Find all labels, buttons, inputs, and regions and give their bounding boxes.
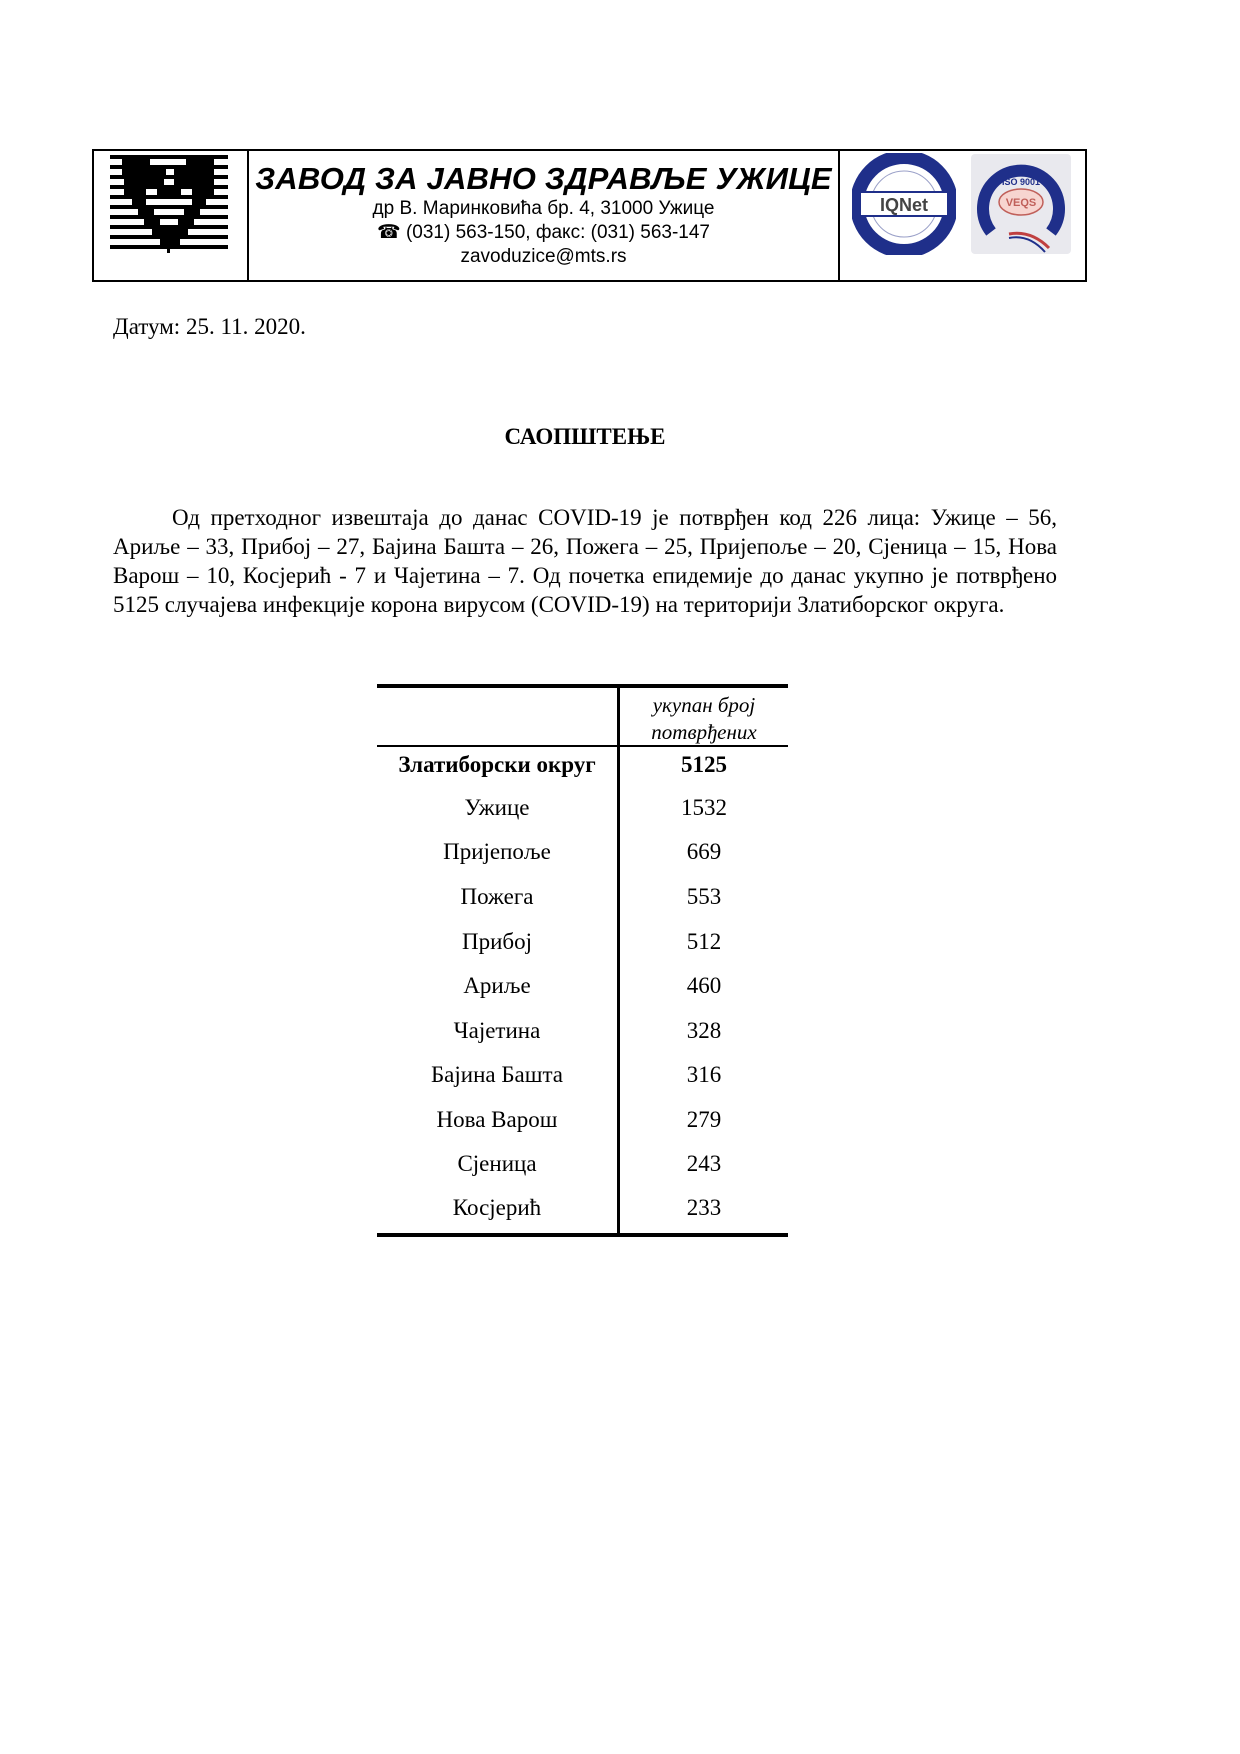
table-bottom-border	[377, 1233, 788, 1237]
table-row	[377, 922, 788, 962]
municipality-name: Ужице	[464, 795, 530, 820]
table-row	[377, 1011, 788, 1051]
institute-name: ЗАВОД ЗА ЈАВНО ЗДРАВЉЕ УЖИЦЕ	[255, 161, 832, 196]
table-row	[377, 1188, 788, 1228]
district-total: 5125	[681, 752, 727, 777]
table-column-header	[620, 692, 788, 746]
letterhead	[92, 149, 1087, 282]
table-row-total	[377, 745, 788, 785]
institute-logo-icon	[110, 155, 228, 255]
table-row	[377, 1144, 788, 1184]
case-count: 1532	[681, 795, 727, 820]
announcement-body	[113, 503, 1057, 619]
document-date: Датум: 25. 11. 2020.	[113, 314, 306, 339]
institute-address: др В. Маринковића бр. 4, 31000 Ужице	[372, 198, 715, 219]
case-count: 316	[686, 1062, 722, 1087]
municipality-name: Сјеница	[457, 1151, 537, 1176]
case-count: 512	[686, 929, 722, 954]
letterhead-divider	[838, 151, 840, 280]
case-count: 460	[686, 973, 722, 998]
table-header-line: укупан број	[652, 693, 756, 717]
announcement-text: Од претходног извештаја до данас COVID-19 је потврђен код 226 лица: Ужице – 56, Ариље – 33, Прибој – 27, Бајина Башта – 26, Пожега – 25, Пријепоље – 20, Сјеница – 15, Нова Варош – 10, Косјерић - 7 и Чајетина – 7. Од почетка епидемије до данас укупно је потврђено 5125 случајева инфекције корона вирусом (COVID-19) на територији Златиборског округа.	[113, 505, 1057, 617]
case-count: 328	[686, 1018, 722, 1043]
svg-text:VEQS: VEQS	[1005, 197, 1037, 209]
municipality-name: Прибој	[461, 929, 532, 954]
table-row	[377, 788, 788, 828]
institute-phone: (031) 563-150, факс: (031) 563-147	[405, 222, 711, 243]
letterhead-text	[249, 161, 838, 269]
institute-phone-line	[249, 221, 838, 245]
municipality-name: Пријепоље	[443, 839, 551, 864]
case-count: 669	[686, 839, 722, 864]
table-row	[377, 1055, 788, 1095]
municipality-name: Пожега	[460, 884, 534, 909]
municipality-name: Чајетина	[453, 1018, 541, 1043]
iso-label: ISO 9001	[1001, 177, 1041, 187]
iqnet-label: IQNet	[879, 195, 929, 215]
table-row	[377, 832, 788, 872]
municipality-name: Ариље	[463, 973, 531, 998]
iso-9001-logo-icon	[971, 154, 1071, 254]
district-name: Златиборски округ	[398, 752, 596, 777]
municipality-name: Нова Варош	[436, 1107, 558, 1132]
institute-email: zavoduzice@mts.rs	[460, 246, 627, 267]
municipality-name: Косјерић	[452, 1195, 542, 1220]
phone-icon: ☎	[376, 222, 401, 243]
iqnet-certified-logo-icon	[852, 153, 956, 255]
municipality-name: Бајина Башта	[430, 1062, 564, 1087]
table-row	[377, 966, 788, 1006]
table-header-line: потврђених	[651, 720, 757, 744]
table-top-border	[377, 684, 788, 688]
case-count: 233	[686, 1195, 722, 1220]
table-row	[377, 877, 788, 917]
table-row	[377, 1100, 788, 1140]
case-count: 279	[686, 1107, 722, 1132]
cases-table	[377, 684, 788, 1239]
document-heading: САОПШТЕЊЕ	[504, 424, 666, 449]
case-count: 553	[686, 884, 722, 909]
case-count: 243	[686, 1151, 722, 1176]
